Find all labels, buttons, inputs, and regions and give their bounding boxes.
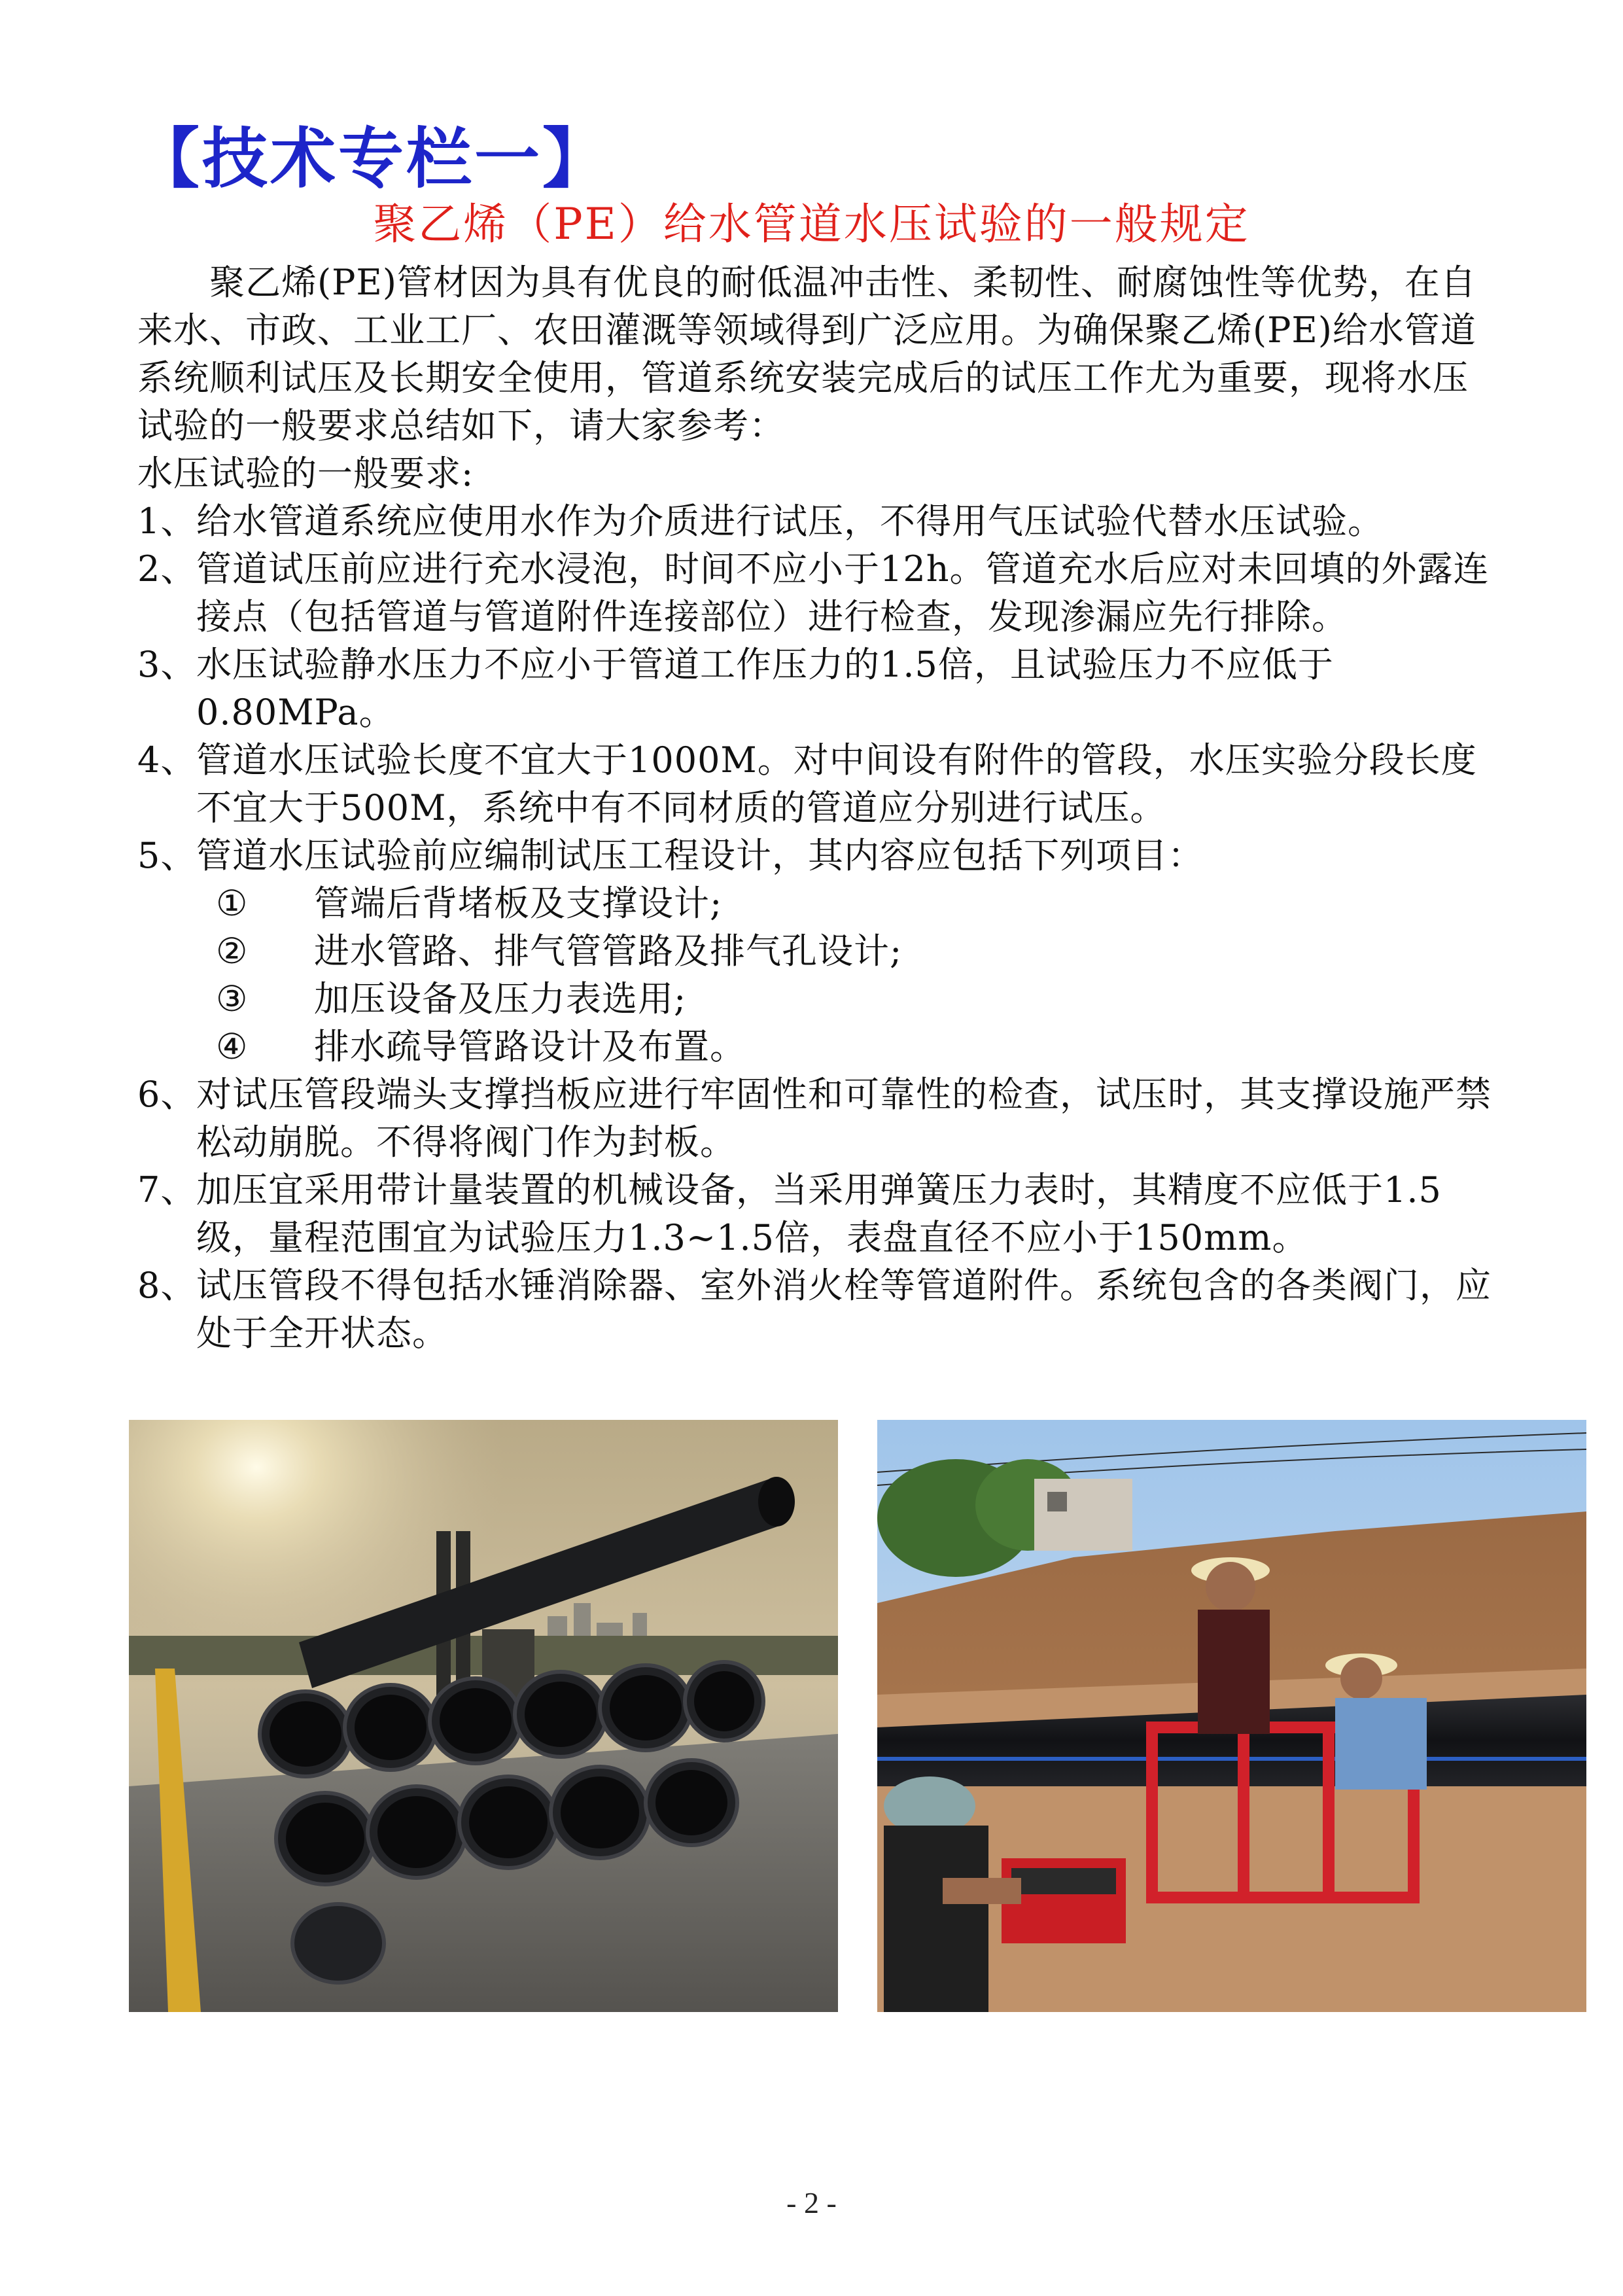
article-body [137,258,1498,1357]
design-item-number: ② [216,930,249,972]
requirement-number: 2、 [137,548,197,590]
requirement-text: 管道水压试验前应编制试压工程设计，其内容应包括下列项目： [196,835,1204,876]
column-title: 【技术专栏一】 [134,120,610,197]
requirement-text: 管道水压试验长度不宜大于1000M。对中间设有附件的管段，水压实验分段长度不宜大于500M，系统中有不同材质的管道应分别进行试压。 [196,739,1477,828]
requirement-item [137,1166,1498,1262]
requirement-item [137,545,1498,641]
requirement-text: 加压宜采用带计量装置的机械设备，当采用弹簧压力表时，其精度不应低于1.5级，量程范围宜为试验压力1.3~1.5倍，表盘直径不应小于150mm。 [196,1169,1442,1258]
pipe-fusion-work-photo [877,1420,1586,2012]
requirement-item [137,736,1498,832]
design-item [137,1023,1498,1070]
requirement-text: 试压管段不得包括水锤消除器、室外消火栓等管道附件。系统包含的各类阀门，应处于全开状态。 [196,1265,1492,1354]
requirement-text: 给水管道系统应使用水作为介质进行试压，不得用气压试验代替水压试验。 [196,501,1384,542]
design-item-text: 排水疏导管路设计及布置。 [314,1026,746,1067]
requirement-item [137,1070,1498,1166]
requirement-text: 管道试压前应进行充水浸泡，时间不应小于12h。管道充水后应对未回填的外露连接点（包括管道与管道附件连接部位）进行检查，发现渗漏应先行排除。 [196,548,1490,637]
pipe-fusion-work-illustration [877,1420,1586,2012]
requirement-number: 8、 [137,1265,197,1306]
design-item-number: ① [216,883,249,924]
page-number: - 2 - [786,2186,837,2219]
design-item-text: 加压设备及压力表选用; [314,978,687,1019]
article-title: 聚乙烯（PE）给水管道水压试验的一般规定 [373,199,1250,249]
requirement-item [137,832,1498,879]
requirement-number: 5、 [137,835,197,876]
requirement-item [137,497,1498,545]
design-item [137,975,1498,1023]
requirement-item [137,641,1498,736]
design-item-number: ③ [216,978,249,1019]
intro-paragraph: 聚乙烯(PE)管材因为具有优良的耐低温冲击性、柔韧性、耐腐蚀性等优势，在自来水、市政、工业工厂、农田灌溉等领域得到广泛应用。为确保聚乙烯(PE)给水管道系统顺利试压及长期安全使用，管道系统安装完成后的试压工作尤为重要，现将水压试验的一般要求总结如下，请大家参考： [137,262,1476,446]
requirement-text: 水压试验静水压力不应小于管道工作压力的1.5倍，且试验压力不应低于0.80MPa。 [196,644,1334,733]
design-item-number: ④ [216,1026,249,1067]
requirement-number: 1、 [137,501,197,542]
requirement-number: 7、 [137,1169,197,1210]
design-item [137,879,1498,927]
requirement-item [137,1262,1498,1357]
pe-pipes-stack-photo [129,1420,838,2012]
design-item [137,927,1498,975]
requirement-number: 6、 [137,1074,197,1115]
pe-pipes-stack-illustration [129,1420,838,2012]
design-item-text: 进水管路、排气管管路及排气孔设计; [314,930,903,972]
requirement-number: 3、 [137,644,197,685]
requirement-number: 4、 [137,739,197,781]
requirements-heading: 水压试验的一般要求: [137,453,474,494]
design-item-text: 管端后背堵板及支撑设计; [314,883,723,924]
requirement-text: 对试压管段端头支撑挡板应进行牢固性和可靠性的检查，试压时，其支撑设施严禁松动崩脱。不得将阀门作为封板。 [196,1074,1492,1163]
